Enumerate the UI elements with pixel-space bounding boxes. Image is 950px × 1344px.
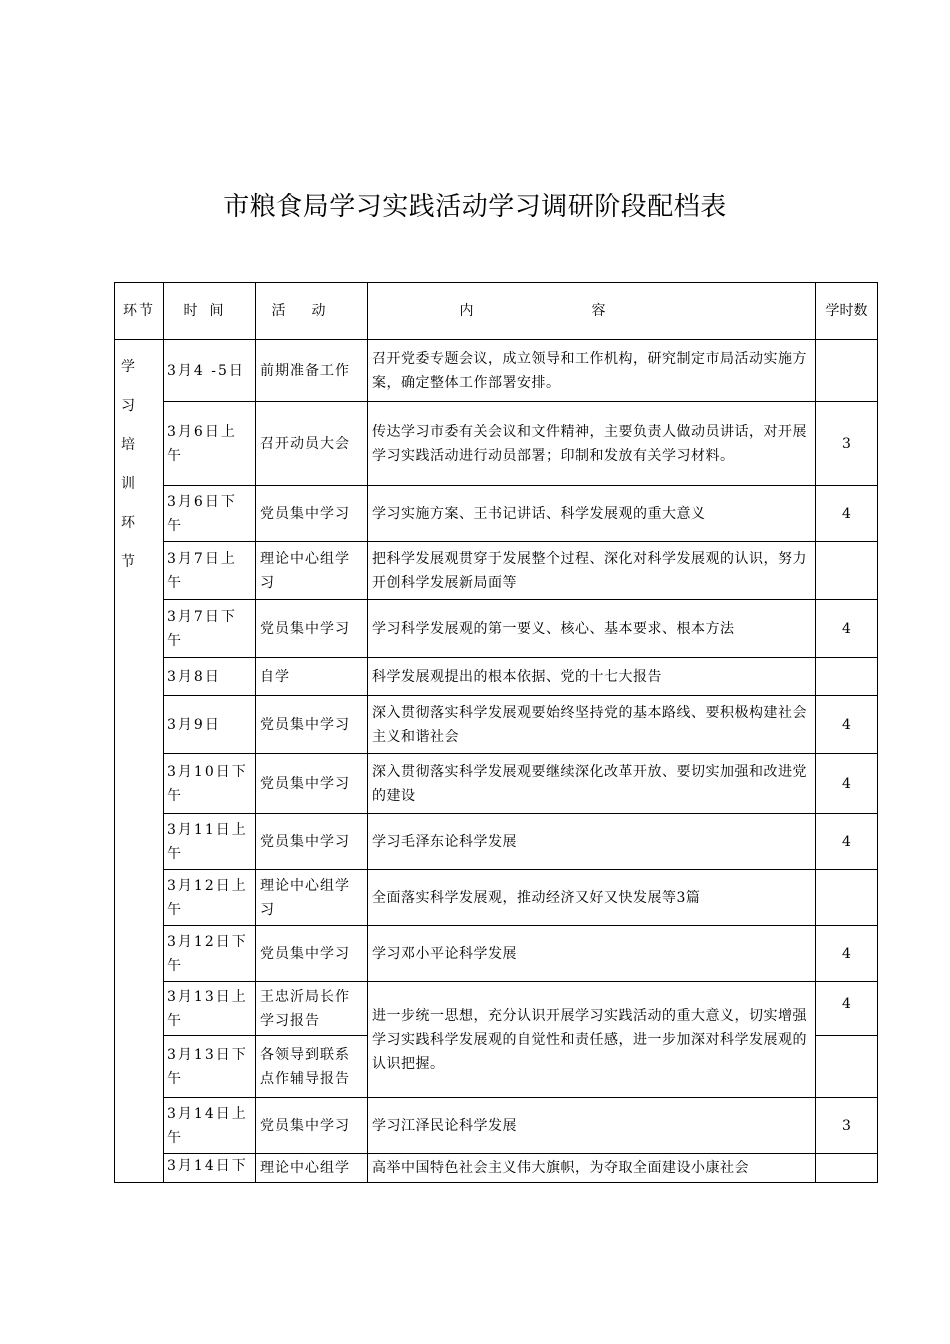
hours-cell: 4 — [816, 696, 878, 754]
table-row — [115, 814, 878, 870]
section-cell — [115, 340, 164, 1183]
table-row — [115, 870, 878, 926]
table-row — [115, 982, 878, 1036]
activity-cell: 党员集中学习 — [256, 1098, 368, 1154]
activity-cell: 党员集中学习 — [256, 926, 368, 982]
hours-cell: 4 — [816, 486, 878, 542]
hours-cell — [816, 340, 878, 402]
hours-cell: 3 — [816, 402, 878, 486]
schedule-table — [114, 282, 878, 1183]
activity-cell: 理论中心组学习 — [256, 870, 368, 926]
table-row — [115, 696, 878, 754]
hours-cell: 4 — [816, 814, 878, 870]
activity-cell: 理论中心组学习 — [256, 542, 368, 600]
activity-cell: 自学 — [256, 658, 368, 696]
time-cell: 3月9日 — [164, 696, 256, 754]
activity-cell: 各领导到联系点作辅导报告 — [256, 1036, 368, 1098]
header-activity: 活动 — [256, 283, 368, 340]
hours-cell: 4 — [816, 982, 878, 1036]
activity-cell: 召开动员大会 — [256, 402, 368, 486]
content-cell: 把科学发展观贯穿于发展整个过程、深化对科学发展观的认识，努力开创科学发展新局面等 — [368, 542, 816, 600]
content-cell: 传达学习市委有关会议和文件精神，主要负责人做动员讲话，对开展学习实践活动进行动员部署；印制和发放有关学习材料。 — [368, 402, 816, 486]
activity-cell: 理论中心组学 — [256, 1154, 368, 1183]
activity-cell: 党员集中学习 — [256, 696, 368, 754]
activity-cell: 党员集中学习 — [256, 486, 368, 542]
hours-cell — [816, 658, 878, 696]
time-cell: 3月7日下午 — [164, 600, 256, 658]
content-cell: 学习实施方案、王书记讲话、科学发展观的重大意义 — [368, 486, 816, 542]
hours-cell — [816, 1154, 878, 1183]
activity-cell: 王忠沂局长作学习报告 — [256, 982, 368, 1036]
table-row — [115, 402, 878, 486]
time-cell: 3月13日下午 — [164, 1036, 256, 1098]
table-row — [115, 600, 878, 658]
time-cell: 3月14日上午 — [164, 1098, 256, 1154]
hours-cell: 3 — [816, 1098, 878, 1154]
content-cell: 学习江泽民论科学发展 — [368, 1098, 816, 1154]
header-hours: 学时数 — [816, 283, 878, 340]
content-cell: 进一步统一思想，充分认识开展学习实践活动的重大意义，切实增强学习实践科学发展观的自觉性和责任感，进一步加深对科学发展观的认识把握。 — [368, 982, 816, 1098]
content-cell: 学习科学发展观的第一要义、核心、基本要求、根本方法 — [368, 600, 816, 658]
time-cell: 3月14日下 — [164, 1154, 256, 1183]
hours-cell: 4 — [816, 600, 878, 658]
table-row — [115, 1154, 878, 1183]
section-label: 学习培训环节 — [121, 359, 135, 570]
content-cell: 科学发展观提出的根本依据、党的十七大报告 — [368, 658, 816, 696]
table-row — [115, 926, 878, 982]
hours-cell — [816, 870, 878, 926]
time-cell: 3月11日上午 — [164, 814, 256, 870]
time-cell: 3月4 -5日 — [164, 340, 256, 402]
hours-cell: 4 — [816, 754, 878, 814]
content-cell: 学习毛泽东论科学发展 — [368, 814, 816, 870]
content-cell: 深入贯彻落实科学发展观要继续深化改革开放、要切实加强和改进党的建设 — [368, 754, 816, 814]
content-cell: 高举中国特色社会主义伟大旗帜，为夺取全面建设小康社会 — [368, 1154, 816, 1183]
page-title: 市粮食局学习实践活动学习调研阶段配档表 — [223, 192, 727, 222]
time-cell: 3月7日上午 — [164, 542, 256, 600]
time-cell: 3月10日下午 — [164, 754, 256, 814]
table-row — [115, 340, 878, 402]
content-cell: 全面落实科学发展观，推动经济又好又快发展等3篇 — [368, 870, 816, 926]
table-header-row — [115, 283, 878, 340]
table-row — [115, 658, 878, 696]
time-cell: 3月6日下午 — [164, 486, 256, 542]
hours-cell — [816, 542, 878, 600]
table-row — [115, 754, 878, 814]
header-time: 时间 — [164, 283, 256, 340]
activity-cell: 前期准备工作 — [256, 340, 368, 402]
content-cell: 深入贯彻落实科学发展观要始终坚持党的基本路线、要积极构建社会主义和谐社会 — [368, 696, 816, 754]
table-row — [115, 542, 878, 600]
header-section: 环节 — [115, 283, 164, 340]
time-cell: 3月6日上午 — [164, 402, 256, 486]
hours-cell: 4 — [816, 926, 878, 982]
header-content: 内容 — [368, 283, 816, 340]
time-cell: 3月8日 — [164, 658, 256, 696]
activity-cell: 党员集中学习 — [256, 754, 368, 814]
time-cell: 3月13日上午 — [164, 982, 256, 1036]
activity-cell: 党员集中学习 — [256, 600, 368, 658]
table-row — [115, 1098, 878, 1154]
activity-cell: 党员集中学习 — [256, 814, 368, 870]
hours-cell — [816, 1036, 878, 1098]
content-cell: 召开党委专题会议，成立领导和工作机构，研究制定市局活动实施方案，确定整体工作部署安排。 — [368, 340, 816, 402]
time-cell: 3月12日下午 — [164, 926, 256, 982]
table-row — [115, 486, 878, 542]
time-cell: 3月12日上午 — [164, 870, 256, 926]
content-cell: 学习邓小平论科学发展 — [368, 926, 816, 982]
